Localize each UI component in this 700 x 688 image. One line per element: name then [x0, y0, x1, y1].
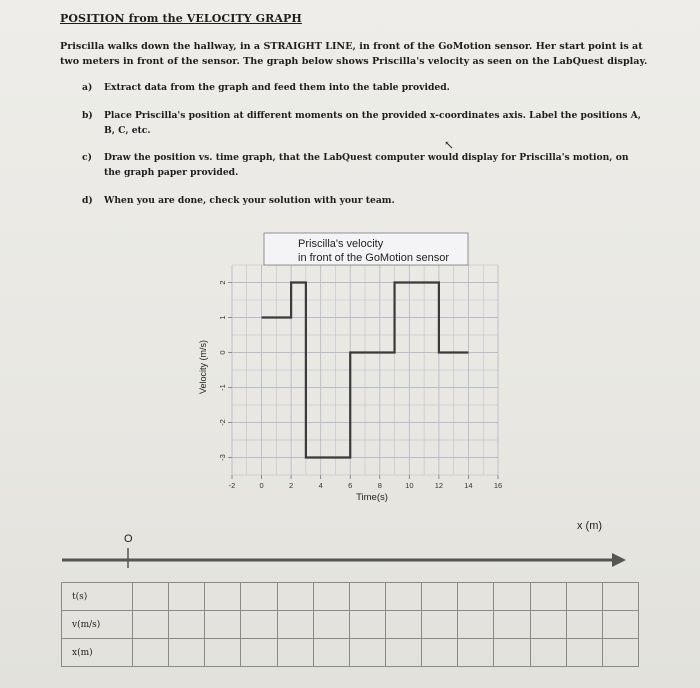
y-tick-label: 2 [218, 280, 227, 285]
table-cell[interactable] [422, 583, 458, 611]
table-cell[interactable] [494, 611, 530, 639]
table-cell[interactable] [349, 639, 385, 667]
table-cell[interactable] [385, 583, 421, 611]
table-cell[interactable] [277, 639, 313, 667]
table-cell[interactable] [349, 583, 385, 611]
table-cell[interactable] [241, 611, 277, 639]
question-b-label: b) [82, 110, 93, 121]
x-tick-label: 10 [405, 481, 414, 490]
y-tick-label: -3 [218, 454, 227, 461]
table-cell[interactable] [566, 583, 602, 611]
table-cell[interactable] [422, 639, 458, 667]
table-cell[interactable] [385, 611, 421, 639]
question-d-text: When you are done, check your solution with your team. [104, 195, 395, 206]
x-tick-label: 4 [318, 481, 323, 490]
table-cell[interactable] [566, 639, 602, 667]
table-cell[interactable] [602, 583, 638, 611]
x-tick-label: 8 [377, 481, 382, 490]
table-cell[interactable] [169, 583, 205, 611]
table-cell[interactable] [602, 611, 638, 639]
table-cell[interactable] [133, 611, 169, 639]
chart-ticks [218, 280, 502, 490]
table-row-label: t(s) [62, 583, 133, 611]
x-tick-label: 0 [259, 481, 264, 490]
table-cell[interactable] [494, 639, 530, 667]
table-cell[interactable] [241, 583, 277, 611]
table-cell[interactable] [385, 639, 421, 667]
table-cell[interactable] [313, 583, 349, 611]
question-b-text: Place Priscilla's position at different moments on the provided x-coordinates axis. Label the positions A, B, C, etc. [104, 110, 641, 136]
intro-paragraph: Priscilla walks down the hallway, in a STRAIGHT LINE, in front of the GoMotion sensor. Her start point is at two meters in front of the sensor. The graph below shows Priscilla's velocity as seen on the LabQuest display. [60, 41, 648, 67]
y-tick-label: 1 [218, 315, 227, 320]
table-cell[interactable] [133, 639, 169, 667]
y-axis-label: Velocity (m/s) [198, 339, 208, 395]
table-cell[interactable] [530, 611, 566, 639]
table-cell[interactable] [530, 639, 566, 667]
x-tick-label: 14 [464, 481, 473, 490]
position-axis-arrow-icon [612, 553, 626, 567]
y-tick-label: -2 [218, 419, 227, 426]
x-tick-label: -2 [228, 481, 236, 490]
table-cell[interactable] [205, 611, 241, 639]
question-a-text: Extract data from the graph and feed them into the table provided. [104, 82, 450, 93]
table-cell[interactable] [133, 583, 169, 611]
x-tick-label: 2 [289, 481, 294, 490]
table-cell[interactable] [566, 611, 602, 639]
question-d-label: d) [82, 195, 93, 206]
position-axis-label: x (m) [577, 520, 603, 532]
y-tick-label: -1 [218, 384, 227, 391]
table-cell[interactable] [458, 639, 494, 667]
mouse-cursor-icon: ↖ [444, 138, 455, 152]
table-cell[interactable] [602, 639, 638, 667]
data-table [61, 582, 639, 667]
table-row [62, 583, 639, 611]
origin-label: O [124, 533, 133, 545]
question-a-label: a) [82, 82, 93, 93]
y-tick-label: 0 [218, 350, 227, 355]
table-row-label: x(m) [62, 639, 133, 667]
chart-grid [232, 265, 498, 475]
table-row [62, 611, 639, 639]
table-cell[interactable] [530, 583, 566, 611]
table-row-label: v(m/s) [62, 611, 133, 639]
x-tick-label: 12 [434, 481, 444, 490]
table-row [62, 639, 639, 667]
table-cell[interactable] [205, 639, 241, 667]
table-cell[interactable] [458, 583, 494, 611]
table-cell[interactable] [349, 611, 385, 639]
table-cell[interactable] [277, 583, 313, 611]
table-cell[interactable] [494, 583, 530, 611]
x-tick-label: 6 [348, 481, 353, 490]
table-cell[interactable] [169, 639, 205, 667]
table-cell[interactable] [169, 611, 205, 639]
table-cell[interactable] [313, 639, 349, 667]
table-cell[interactable] [422, 611, 458, 639]
x-axis-label: Time(s) [356, 492, 388, 503]
table-cell[interactable] [277, 611, 313, 639]
question-c-text: Draw the position vs. time graph, that the LabQuest computer would display for Priscilla's motion, on the graph paper provided. [104, 152, 629, 178]
table-cell[interactable] [205, 583, 241, 611]
table-cell[interactable] [458, 611, 494, 639]
chart-title-line2: in front of the GoMotion sensor [298, 252, 450, 264]
question-c-label: c) [82, 152, 92, 163]
chart-title-line1: Priscilla's velocity [298, 238, 384, 250]
table-cell[interactable] [313, 611, 349, 639]
x-tick-label: 16 [493, 481, 503, 490]
page-title: POSITION from the VELOCITY GRAPH [60, 12, 302, 25]
table-cell[interactable] [241, 639, 277, 667]
